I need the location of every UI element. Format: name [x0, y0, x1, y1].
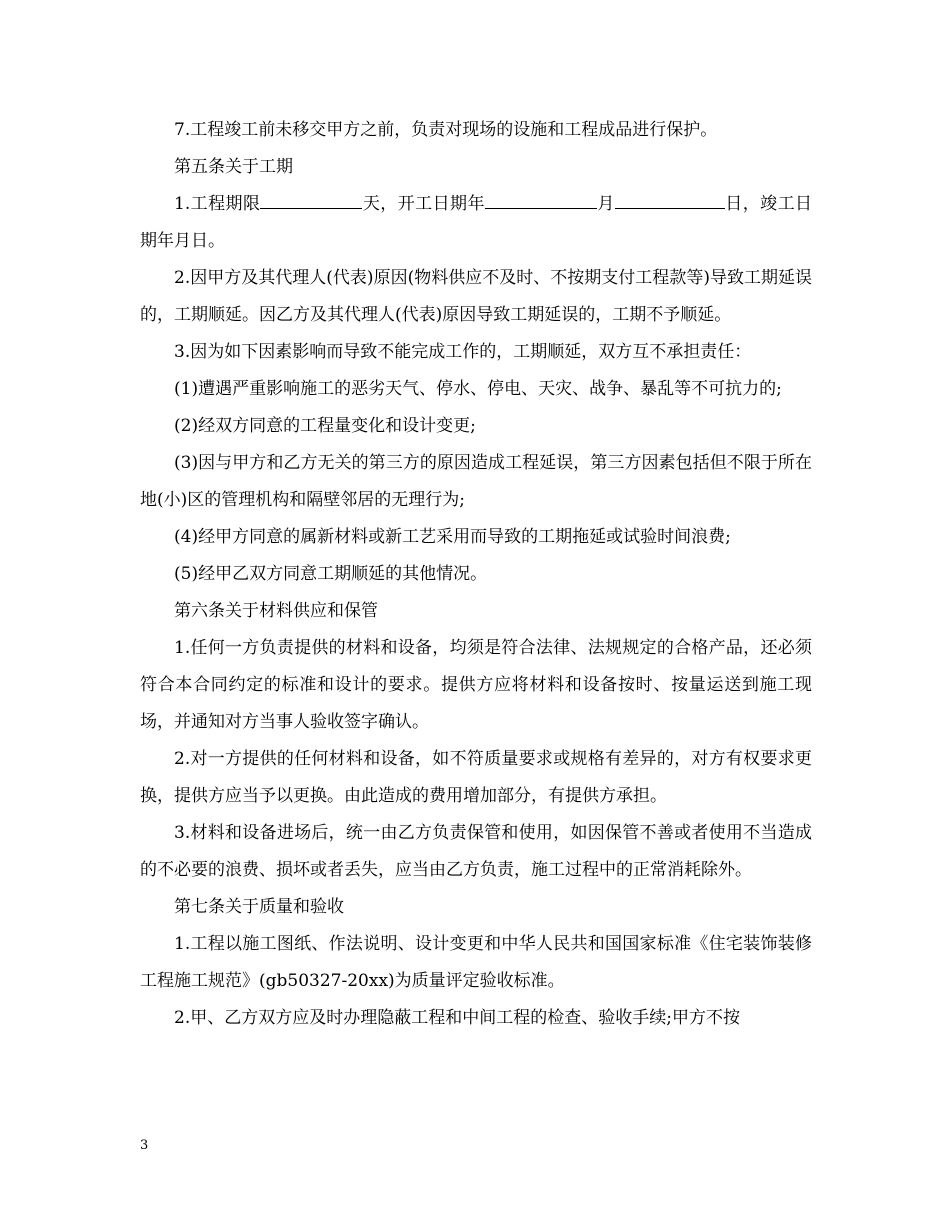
days-blank — [260, 190, 362, 209]
month-blank — [485, 190, 597, 209]
paragraph-factor-5: (5)经甲乙双方同意工期顺延的其他情况。 — [174, 564, 488, 584]
heading-article-7-quality: 第七条关于质量和验收 — [174, 897, 344, 917]
period-text-4: 日，竣工日期年月日。 — [140, 194, 813, 251]
paragraph-factor-4: (4)经甲方同意的属新材料或新工艺采用而导致的工期拖延或试验时间浪费; — [174, 527, 731, 547]
paragraph-construction-period — [140, 186, 812, 260]
paragraph-materials-1: 1.任何一方负责提供的材料和设备，均须是符合法律、法规规定的合格产品，还必须符合本合同约定的标准和设计的要求。提供方应将材料和设备按时、按量运送到施工现场，并通知对方当事人验收签字确认。 — [140, 638, 812, 732]
paragraph-factor-1: (1)遭遇严重影响施工的恶劣天气、停水、停电、天灾、战争、暴乱等不可抗力的; — [174, 379, 782, 399]
period-text-2: 天，开工日期年 — [362, 194, 485, 214]
paragraph-factor-2: (2)经双方同意的工程量变化和设计变更; — [174, 416, 476, 436]
paragraph-materials-2: 2.对一方提供的任何材料和设备，如不符质量要求或规格有差异的，对方有权要求更换，提供方应当予以更换。由此造成的费用增加部分，有提供方承担。 — [140, 749, 812, 806]
page-number: 3 — [140, 1138, 149, 1153]
day-blank — [615, 190, 725, 209]
paragraph-delay-party-a: 2.因甲方及其代理人(代表)原因(物料供应不及时、不按期支付工程款等)导致工期延误的，工期顺延。因乙方及其代理人(代表)原因导致工期延误的，工期不予顺延。 — [140, 268, 812, 325]
paragraph-quality-2: 2.甲、乙方双方应及时办理隐蔽工程和中间工程的检查、验收手续;甲方不按 — [174, 1008, 740, 1028]
heading-article-5-schedule: 第五条关于工期 — [174, 157, 293, 177]
paragraph-handover-protection: 7.工程竣工前未移交甲方之前，负责对现场的设施和工程成品进行保护。 — [174, 120, 718, 140]
paragraph-delay-factors: 3.因为如下因素影响而导致不能完成工作的，工期顺延，双方互不承担责任： — [174, 342, 752, 362]
document-body — [140, 112, 812, 1037]
heading-article-6-materials: 第六条关于材料供应和保管 — [174, 601, 378, 621]
period-text-3: 月 — [596, 194, 615, 214]
paragraph-materials-3: 3.材料和设备进场后，统一由乙方负责保管和使用，如因保管不善或者使用不当造成的不必要的浪费、损坏或者丢失，应当由乙方负责，施工过程中的正常消耗除外。 — [140, 823, 812, 880]
period-text-1: 1.工程期限 — [174, 194, 261, 214]
paragraph-factor-3: (3)因与甲方和乙方无关的第三方的原因造成工程延误，第三方因素包括但不限于所在地(小)区的管理机构和隔壁邻居的无理行为; — [140, 453, 812, 510]
paragraph-quality-1: 1.工程以施工图纸、作法说明、设计变更和中华人民共和国国家标准《住宅装饰装修工程施工规范》(gb50327-20xx)为质量评定验收标准。 — [140, 934, 812, 991]
